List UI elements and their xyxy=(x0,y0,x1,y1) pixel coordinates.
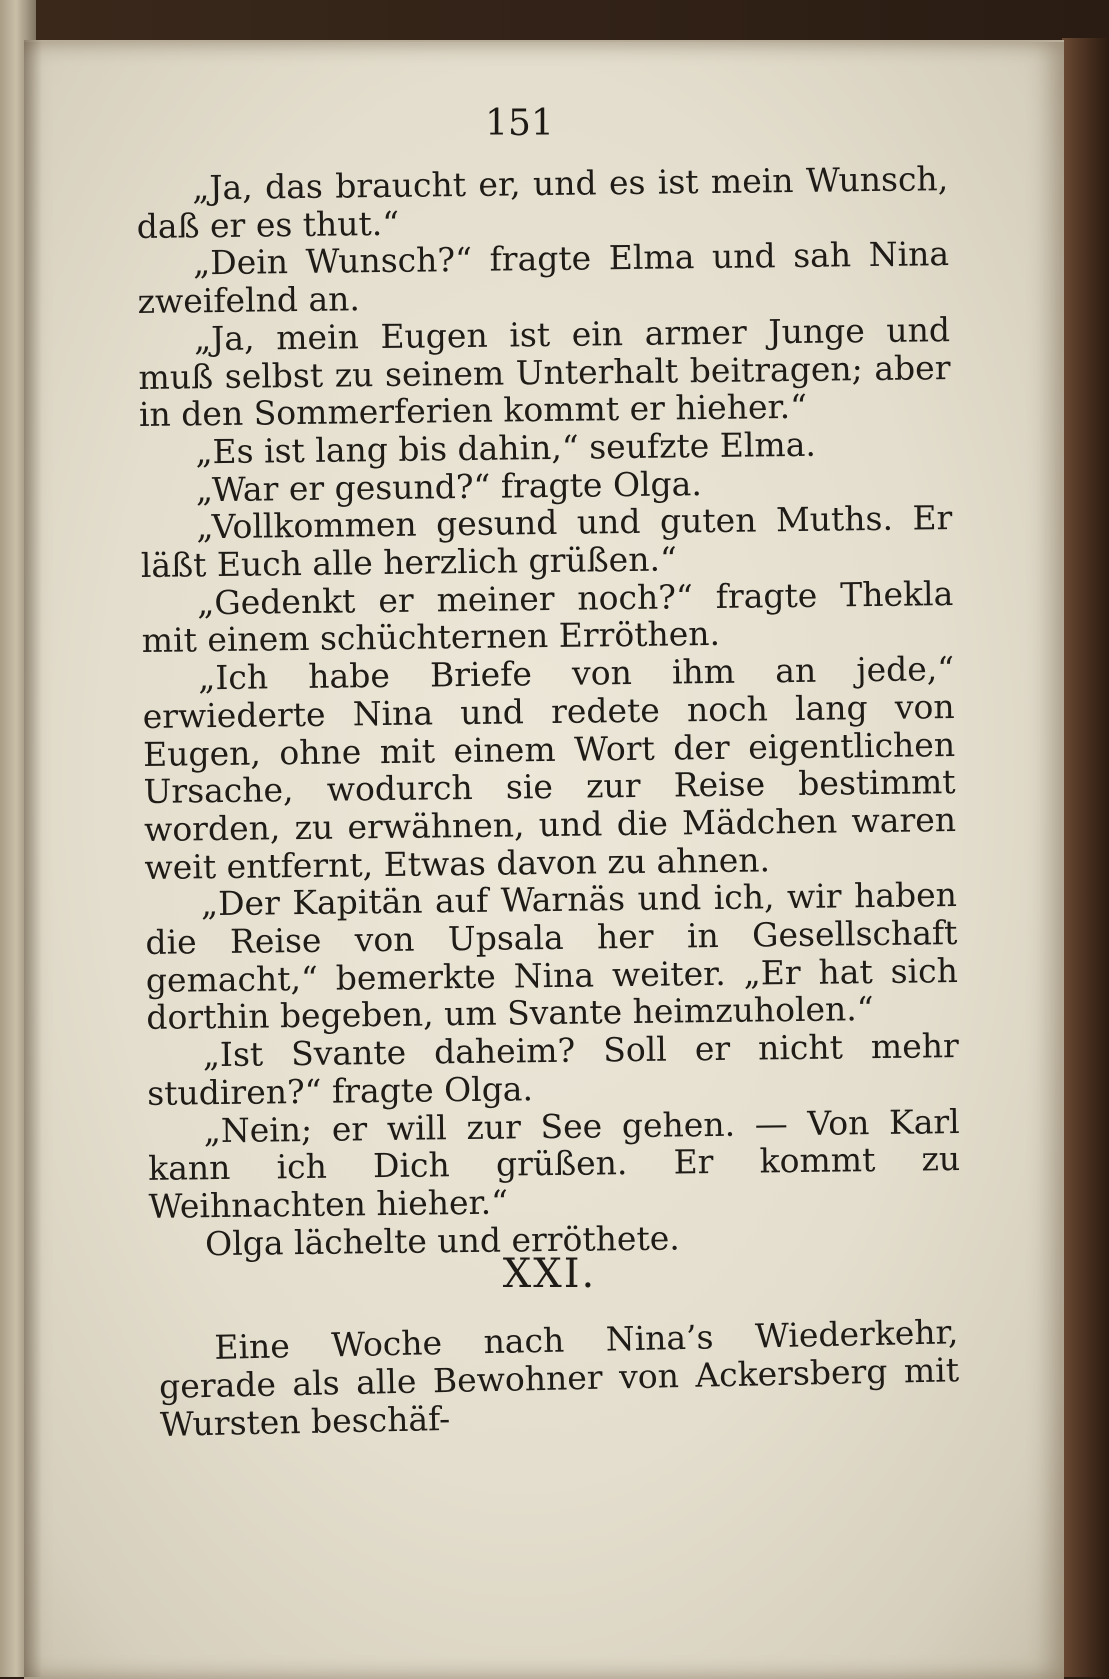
body-text xyxy=(136,160,961,1263)
paragraph: „Ist Svante daheim? Soll er nicht mehr studiren?“ fragte Olga. xyxy=(147,1026,959,1113)
paragraph: „War er gesund?“ fragte Olga. xyxy=(195,463,703,509)
book-cover-edge xyxy=(1062,38,1109,1677)
paragraph: „Ich habe Briefe von ihm an jede,“ erwiederte Nina und redete noch lang von Eugen, ohne mit einem Wort der eigentlichen Ursache, wodurch sie zur Reise bestimmt worden, zu erwähnen, und die Mädchen waren weit entfernt, Etwas davon zu ahnen. xyxy=(142,649,957,887)
chapter-body-text xyxy=(158,1313,960,1444)
chapter-heading-text: XXI. xyxy=(502,1251,597,1297)
paragraph: „Es ist lang bis dahin,“ seufzte Elma. xyxy=(195,424,817,472)
paragraph: „Nein; er will zur See gehen. — Von Karl kann ich Dich grüßen. Er kommt zu Weihnachten hieher.“ xyxy=(147,1101,961,1226)
paragraph: „Gedenkt er meiner noch?“ fragte Thekla mit einem schüchternen Erröthen. xyxy=(141,573,954,661)
page-number-text: 151 xyxy=(485,103,554,144)
gutter-shadow xyxy=(24,40,42,1677)
paragraph: Olga lächelte und erröthete. xyxy=(204,1218,680,1263)
paragraph: Eine Woche nach Nina’s Wiederkehr, gerade als alle Bewohner von Ackersberg mit Wursten beschäf- xyxy=(158,1312,960,1444)
chapter-heading xyxy=(0,1251,1109,1297)
page-number xyxy=(0,103,1109,144)
paragraph: „Der Kapitän auf Warnäs und ich, wir haben die Reise von Upsala her in Gesellschaft gemacht,“ bemerkte Nina weiter. „Er hat sich dorthin begeben, um Svante heimzuholen.“ xyxy=(145,875,959,1038)
paragraph: „Ja, mein Eugen ist ein armer Junge und muß selbst zu seinem Unterhalt beitragen; aber in den Sommerferien kommt er hieher.“ xyxy=(138,309,951,435)
paragraph: „Vollkommen gesund und guten Muths. Er läßt Euch alle herzlich grüßen.“ xyxy=(140,498,953,586)
paragraph: „Dein Wunsch?“ fragte Elma und sah Nina zweifelnd an. xyxy=(137,234,950,322)
paragraph: „Ja, das braucht er, und es ist mein Wunsch, daß er es thut.“ xyxy=(136,159,949,246)
